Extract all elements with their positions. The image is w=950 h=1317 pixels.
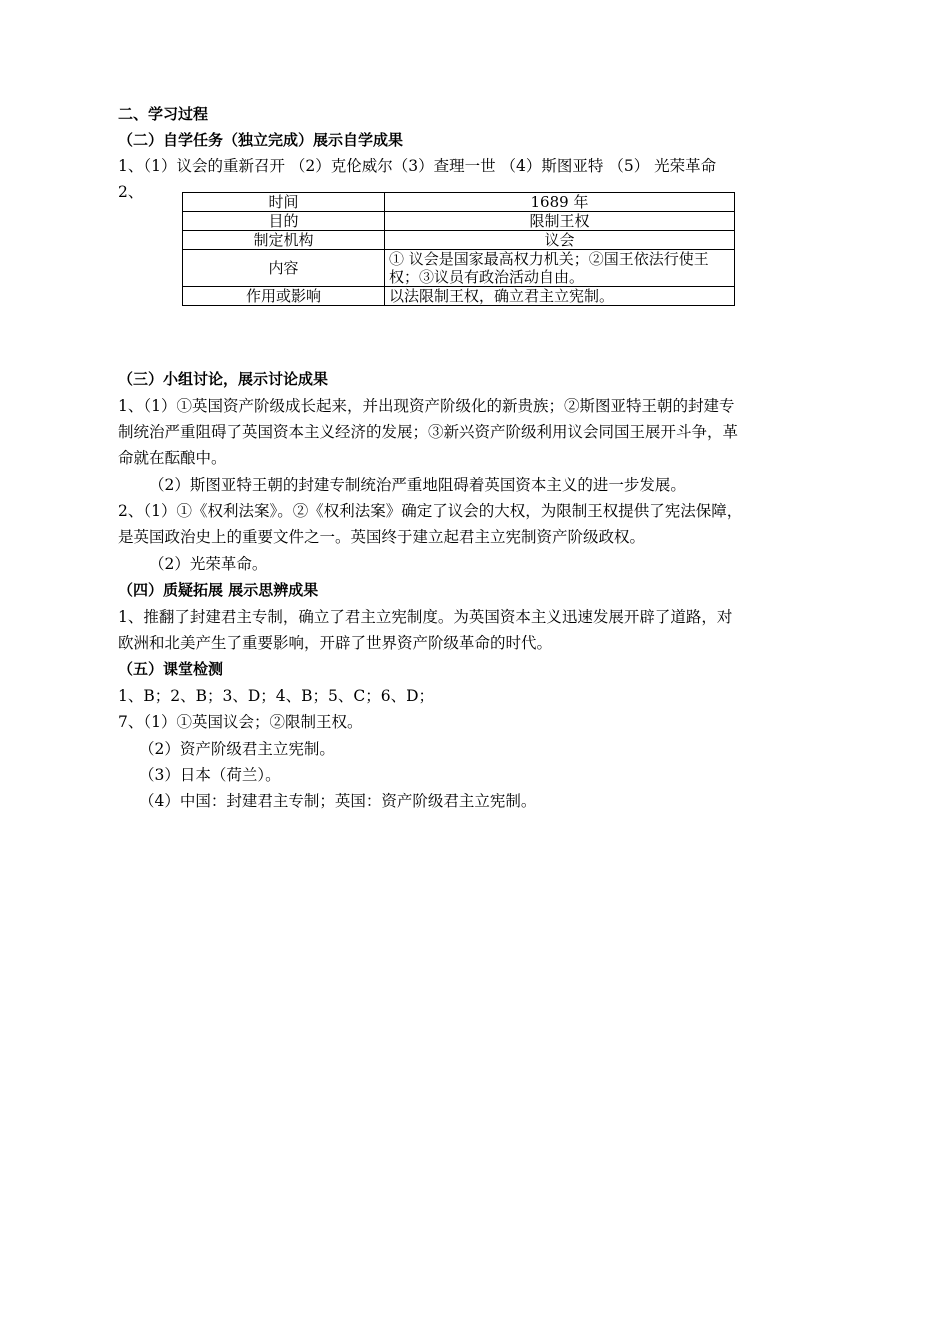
paragraph-line: 2、（1）①《权利法案》。②《权利法案》确定了议会的大权，为限制王权提供了宪法保障，	[118, 502, 743, 520]
table-cell-key: 作用或影响	[183, 287, 385, 306]
table-cell-value: ① 议会是国家最高权力机关；②国王依法行使王权；③议员有政治活动自由。	[385, 250, 735, 287]
section-title-learning-process: 二、学习过程	[118, 105, 209, 123]
table-cell-key: 内容	[183, 250, 385, 287]
paragraph-line: 1、（1）①英国资产阶级成长起来，并出现资产阶级化的新贵族；②斯图亚特王朝的封建专	[118, 397, 735, 415]
answer-line: （2）资产阶级君主立宪制。	[139, 740, 335, 758]
table-cell-key: 时间	[183, 193, 385, 212]
table-row	[183, 212, 735, 231]
paragraph-line: 是英国政治史上的重要文件之一。英国终于建立起君主立宪制资产阶级政权。	[118, 528, 646, 546]
paragraph-line: 制统治严重阻碍了英国资本主义经济的发展；③新兴资产阶级利用议会同国王展开斗争，革	[118, 423, 739, 441]
bill-of-rights-table	[182, 192, 735, 306]
table-cell-value: 以法限制王权，确立君主立宪制。	[385, 287, 735, 306]
paragraph-line: （2）斯图亚特王朝的封建专制统治严重地阻碍着英国资本主义的进一步发展。	[149, 476, 686, 494]
table-cell-value: 议会	[385, 231, 735, 250]
subsection-group-discussion: （三）小组讨论，展示讨论成果	[118, 370, 329, 388]
table-row	[183, 287, 735, 306]
paragraph-line: （2）光荣革命。	[149, 555, 268, 573]
answer-q1: 1、（1）议会的重新召开 （2）克伦威尔（3）查理一世 （4）斯图亚特 （5） 光荣革命	[118, 157, 717, 175]
subsection-class-test: （五）课堂检测	[118, 660, 224, 678]
table-cell-value: 限制王权	[385, 212, 735, 231]
paragraph-line: 1、推翻了封建君主专制，确立了君主立宪制度。为英国资本主义迅速发展开辟了道路，对	[118, 608, 733, 626]
answer-line: （4）中国：封建君主专制；英国：资产阶级君主立宪制。	[139, 792, 537, 810]
table-cell-key: 制定机构	[183, 231, 385, 250]
answer-q2-label: 2、	[118, 183, 144, 201]
table-row	[183, 193, 735, 212]
answer-line: 7、（1）①英国议会；②限制王权。	[118, 713, 363, 731]
table-row	[183, 231, 735, 250]
subsection-questioning: （四）质疑拓展 展示思辨成果	[118, 581, 319, 599]
answer-line: 1、B；2、B；3、D；4、B；5、C；6、D；	[118, 687, 435, 705]
table-cell-value: 1689 年	[385, 193, 735, 212]
subsection-self-study: （二）自学任务（独立完成）展示自学成果	[118, 131, 404, 149]
table-cell-key: 目的	[183, 212, 385, 231]
answer-line: （3）日本（荷兰）。	[139, 766, 281, 784]
table-row	[183, 250, 735, 287]
paragraph-line: 命就在酝酿中。	[118, 449, 227, 467]
paragraph-line: 欧洲和北美产生了重要影响，开辟了世界资产阶级革命的时代。	[118, 634, 553, 652]
